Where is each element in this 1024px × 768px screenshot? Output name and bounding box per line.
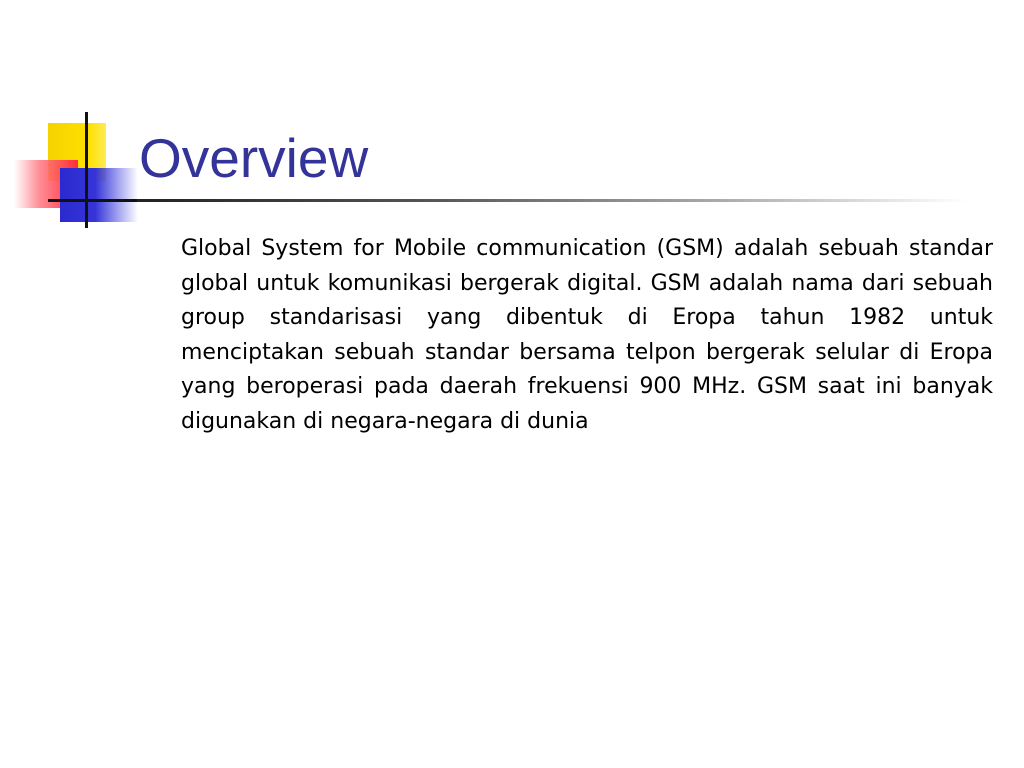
decorative-logo [0,0,150,240]
slide-body-text: Global System for Mobile communication (GSM) adalah sebuah standar global untuk komunikasi bergerak digital. GSM adalah nama dari sebuah group standarisasi yang dibentuk di Eropa tahun 1982 untuk menciptakan sebuah standar bersama telpon bergerak selular di Eropa yang beroperasi pada daerah frekuensi 900 MHz. GSM saat ini banyak digunakan di negara-negara di dunia [181,236,993,434]
vertical-line-decoration [85,112,88,228]
blue-square-decoration [60,168,138,222]
slide-title: Overview [139,127,369,189]
horizontal-line-decoration [48,199,146,202]
title-underline [137,199,967,202]
